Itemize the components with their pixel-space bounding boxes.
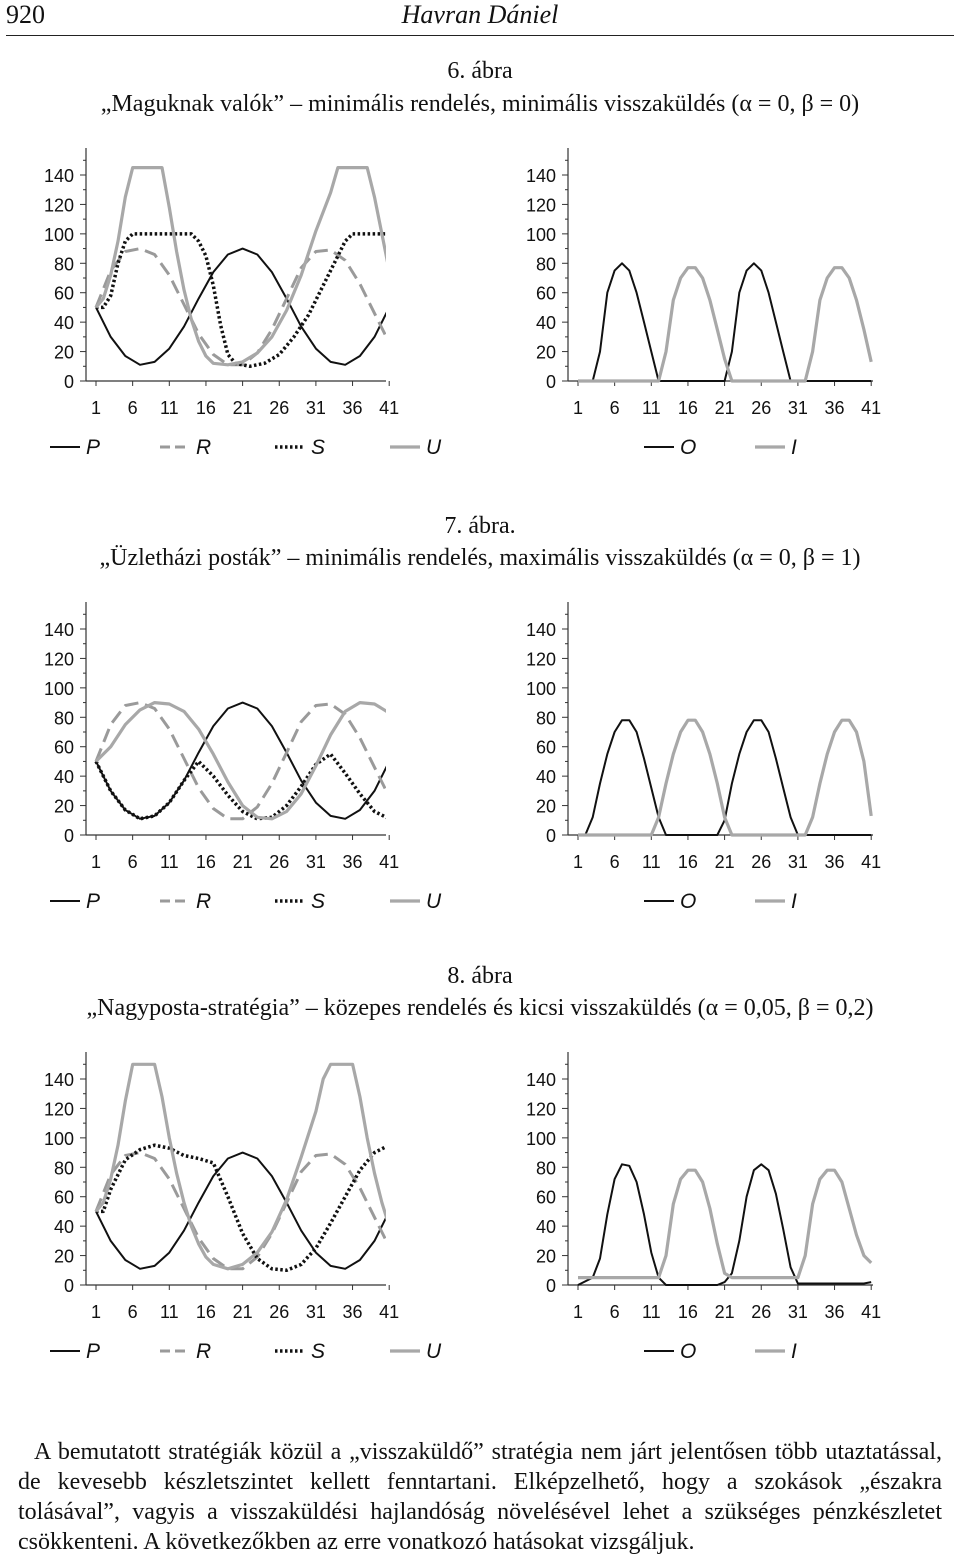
page-header: [0, 0, 960, 36]
x-tick-label: 21: [232, 1302, 253, 1322]
x-tick-label: 1: [90, 398, 102, 418]
y-tick-label: 100: [525, 678, 556, 699]
legend-label-I: I: [791, 1340, 797, 1363]
x-tick-label: 41: [861, 1302, 882, 1322]
y-tick-label: 140: [525, 1070, 556, 1090]
series-line-S: [96, 754, 419, 819]
series-line-R: [96, 1153, 463, 1269]
x-tick-label: 26: [751, 1302, 772, 1322]
y-tick-label: 80: [53, 254, 74, 275]
y-tick-label: 0: [545, 372, 556, 392]
y-tick-label: 60: [53, 737, 74, 758]
legend-label-S: S: [311, 436, 326, 459]
y-tick-label: 140: [525, 166, 556, 186]
x-tick-label: 26: [269, 398, 290, 418]
y-tick-label: 20: [53, 1246, 74, 1267]
x-tick-label: 11: [159, 398, 179, 418]
y-tick-label: 0: [63, 372, 74, 392]
body-paragraph: A bemutatott stratégiák közül a „visszaküldő” stratégia nem járt jelentősen több utaztatással, de kevesebb készletszintet kellett fenntartani. Elképzelhető, hogy a szokások „északra tolásával”, vagyis a visszaküldési hajlandóság növelésével lehet a szükséges pénzkészletet csökkenteni. A következőkben az erre vonatkozó hatásokat vizsgáljuk.: [18, 1439, 942, 1555]
x-tick-label: 26: [269, 1302, 290, 1322]
chart-panel-left: [44, 602, 507, 913]
series-line-R: [96, 249, 463, 365]
y-tick-label: 40: [535, 767, 556, 788]
y-tick-label: 20: [53, 796, 74, 817]
y-tick-label: 120: [525, 1099, 556, 1120]
legend-label-O: O: [680, 1340, 697, 1363]
x-tick-label: 21: [232, 852, 253, 872]
series-line-P: [96, 1153, 404, 1269]
y-tick-label: 120: [43, 649, 74, 670]
x-tick-label: 31: [787, 852, 808, 872]
series-line-I: [578, 1170, 871, 1277]
x-tick-label: 11: [641, 1302, 661, 1322]
x-tick-label: 31: [305, 852, 326, 872]
x-tick-label: 21: [714, 1302, 735, 1322]
legend-label-U: U: [426, 890, 442, 913]
x-tick-label: 31: [305, 398, 326, 418]
figure-8-number: 8. ábra: [447, 963, 513, 989]
y-tick-label: 80: [535, 708, 556, 729]
y-tick-label: 120: [43, 195, 74, 216]
y-tick-label: 40: [53, 767, 74, 788]
legend-label-P: P: [86, 1340, 101, 1363]
legend-label-S: S: [311, 890, 326, 913]
legend-label-P: P: [86, 436, 101, 459]
series-line-U: [96, 1064, 477, 1269]
x-tick-label: 11: [641, 398, 661, 418]
y-tick-label: 100: [43, 224, 74, 245]
legend-label-U: U: [426, 1340, 442, 1363]
legend-label-O: O: [680, 890, 697, 913]
series-line-P: [96, 249, 404, 365]
y-tick-label: 120: [525, 649, 556, 670]
series-line-R: [96, 703, 463, 819]
x-tick-label: 6: [609, 398, 620, 418]
y-tick-label: 0: [545, 1276, 556, 1296]
x-tick-label: 1: [572, 852, 584, 872]
x-tick-label: 36: [342, 1302, 363, 1322]
legend-label-I: I: [791, 890, 797, 913]
y-tick-label: 20: [535, 1246, 556, 1267]
chart-panel-right: [526, 1052, 881, 1363]
x-tick-label: 1: [90, 852, 102, 872]
y-tick-label: 60: [535, 737, 556, 758]
x-tick-label: 26: [751, 398, 772, 418]
y-tick-label: 100: [43, 1128, 74, 1149]
figure-6-caption: „Maguknak valók” – minimális rendelés, minimális visszaküldés (α = 0, β = 0): [100, 91, 860, 117]
x-tick-label: 11: [159, 852, 179, 872]
y-tick-label: 100: [525, 1128, 556, 1149]
x-tick-label: 16: [677, 1302, 698, 1322]
x-tick-label: 41: [861, 852, 882, 872]
y-tick-label: 20: [535, 796, 556, 817]
x-tick-label: 6: [127, 1302, 138, 1322]
y-tick-label: 140: [43, 1070, 74, 1090]
x-tick-label: 36: [824, 852, 845, 872]
x-tick-label: 16: [195, 852, 216, 872]
legend-label-U: U: [426, 436, 442, 459]
running-head: Havran Dániel: [401, 0, 559, 29]
x-tick-label: 16: [677, 398, 698, 418]
figure-8-plot: [0, 1044, 960, 1384]
y-tick-label: 60: [535, 283, 556, 304]
y-tick-label: 0: [63, 826, 74, 846]
legend-label-R: R: [196, 1340, 212, 1363]
y-tick-label: 60: [53, 283, 74, 304]
y-tick-label: 0: [63, 1276, 74, 1296]
x-tick-label: 11: [641, 852, 661, 872]
series-line-P: [96, 703, 404, 819]
y-tick-label: 40: [53, 313, 74, 334]
x-tick-label: 16: [677, 852, 698, 872]
x-tick-label: 41: [379, 852, 400, 872]
x-tick-label: 6: [127, 398, 138, 418]
x-tick-label: 11: [159, 1302, 179, 1322]
y-tick-label: 120: [525, 195, 556, 216]
x-tick-label: 1: [90, 1302, 102, 1322]
y-tick-label: 60: [535, 1187, 556, 1208]
legend-label-R: R: [196, 890, 212, 913]
legend-label-O: O: [680, 436, 697, 459]
x-tick-label: 31: [305, 1302, 326, 1322]
x-tick-label: 31: [787, 398, 808, 418]
x-tick-label: 21: [714, 852, 735, 872]
y-tick-label: 140: [43, 620, 74, 640]
series-line-S: [96, 234, 507, 366]
figure-7-number: 7. ábra.: [444, 513, 516, 539]
legend-label-P: P: [86, 890, 101, 913]
x-tick-label: 41: [861, 398, 882, 418]
x-tick-label: 26: [269, 852, 290, 872]
x-tick-label: 6: [609, 1302, 620, 1322]
y-tick-label: 80: [53, 1158, 74, 1179]
header-rule: [6, 35, 954, 36]
y-tick-label: 80: [535, 1158, 556, 1179]
y-tick-label: 40: [535, 313, 556, 334]
chart-panel-right: [526, 148, 881, 459]
x-tick-label: 36: [824, 1302, 845, 1322]
y-tick-label: 80: [535, 254, 556, 275]
x-tick-label: 41: [379, 1302, 400, 1322]
figure-7-plot: [0, 594, 960, 934]
x-tick-label: 1: [572, 398, 584, 418]
y-tick-label: 120: [43, 1099, 74, 1120]
y-tick-label: 0: [545, 826, 556, 846]
y-tick-label: 80: [53, 708, 74, 729]
chart-panel-left: [44, 148, 507, 459]
figure-7-caption: „Üzletházi posták” – minimális rendelés, maximális visszaküldés (α = 0, β = 1): [99, 545, 861, 571]
figure-8-caption: „Nagyposta-stratégia” – közepes rendelés és kicsi visszaküldés (α = 0,05, β = 0,2): [86, 995, 874, 1021]
x-tick-label: 16: [195, 398, 216, 418]
series-line-I: [578, 268, 871, 381]
y-tick-label: 100: [525, 224, 556, 245]
y-tick-label: 40: [535, 1217, 556, 1238]
x-tick-label: 36: [824, 398, 845, 418]
y-tick-label: 20: [535, 342, 556, 363]
x-tick-label: 6: [127, 852, 138, 872]
x-tick-label: 31: [787, 1302, 808, 1322]
chart-panel-right: [526, 602, 881, 913]
series-line-I: [578, 720, 871, 835]
x-tick-label: 6: [609, 852, 620, 872]
figure-6-number: 6. ábra: [447, 58, 513, 84]
y-tick-label: 140: [525, 620, 556, 640]
legend-label-I: I: [791, 436, 797, 459]
x-tick-label: 36: [342, 398, 363, 418]
y-tick-label: 100: [43, 678, 74, 699]
x-tick-label: 16: [195, 1302, 216, 1322]
y-tick-label: 60: [53, 1187, 74, 1208]
figure-6-plot: [0, 140, 960, 480]
legend-label-S: S: [311, 1340, 326, 1363]
x-tick-label: 21: [714, 398, 735, 418]
x-tick-label: 26: [751, 852, 772, 872]
y-tick-label: 140: [43, 166, 74, 186]
x-tick-label: 1: [572, 1302, 584, 1322]
y-tick-label: 40: [53, 1217, 74, 1238]
page-number: 920: [6, 0, 45, 29]
legend-label-R: R: [196, 436, 212, 459]
y-tick-label: 20: [53, 342, 74, 363]
chart-panel-left: [44, 1052, 536, 1363]
x-tick-label: 41: [379, 398, 400, 418]
x-tick-label: 21: [232, 398, 253, 418]
x-tick-label: 36: [342, 852, 363, 872]
